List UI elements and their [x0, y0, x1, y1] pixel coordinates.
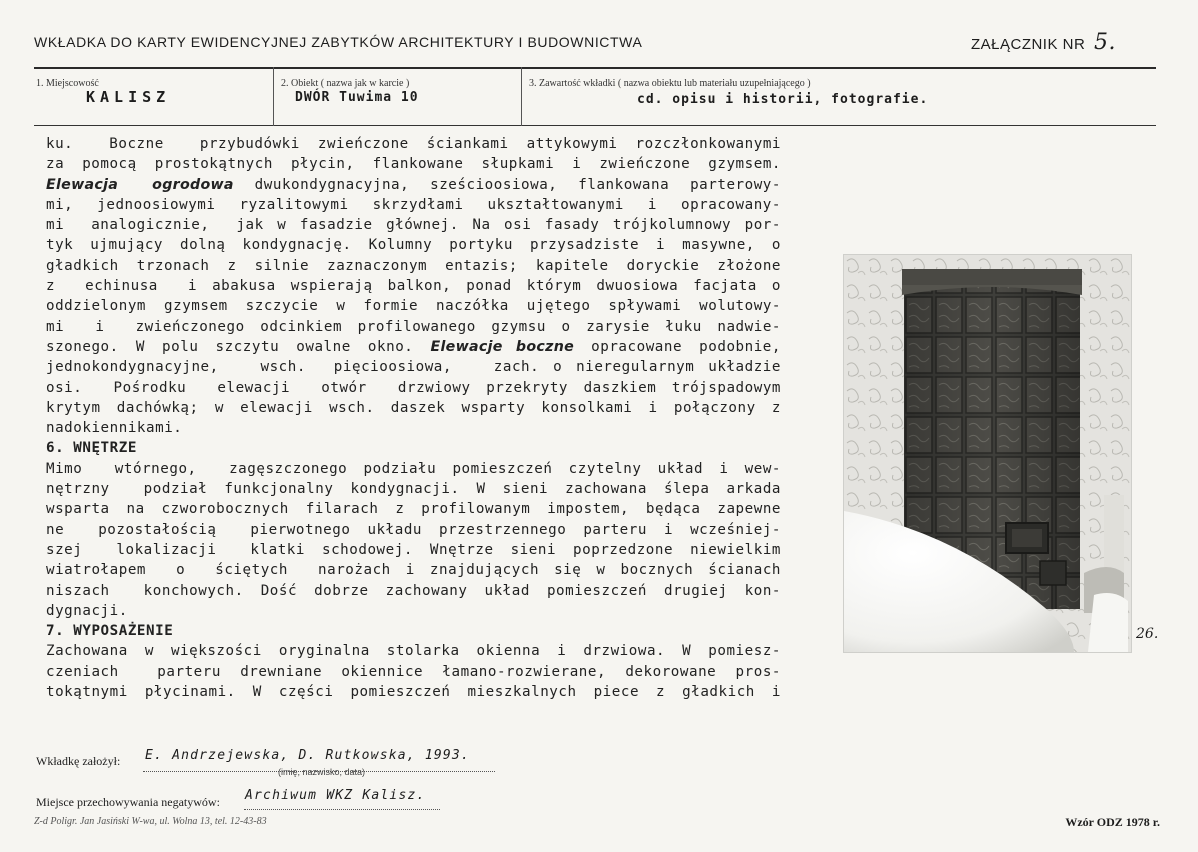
- storage-value: Archiwum WKZ Kalisz.: [245, 788, 426, 803]
- field-divider-2: [521, 67, 522, 126]
- printer-imprint: Z-d Poligr. Jan Jasiński W-wa, ul. Wolna 13, tel. 12-43-83: [34, 816, 267, 827]
- text-line: wsparta na czworobocznych filarach z profilowanym impostem, będąca zapewne: [46, 501, 781, 518]
- text-line: nadokiennikami.: [46, 420, 183, 437]
- text-line: wiatrołapem o ściętych narożach i znajdujących się w bocznych ścianach: [46, 562, 781, 579]
- text-line: nętrzny podział funkcjonalny kondygnacji. W sieni zachowana ślepa arkada: [46, 481, 781, 498]
- emphasis-text: Elewacja ogrodowa: [46, 176, 234, 193]
- text-line: z echinusa i abakusa wspierają balkon, ponad którym dwuosiowa facjata o: [46, 278, 781, 295]
- text-line: krytym dachówką; w elewacji wsch. daszek wsparty konsolkami i połączony z: [46, 399, 781, 416]
- created-caption: (imię, nazwisko, data): [278, 767, 366, 777]
- text-line: za pomocą prostokątnych płycin, flankowane słupkami i zwieńczone gzymsem.: [46, 156, 781, 173]
- text-line: mi i zwieńczonego odcinkiem profilowanego gzymsu o zarysie łuku nadwie-: [46, 318, 781, 335]
- header-rule-top: [34, 67, 1156, 69]
- text-line: niszach konchowych. Dość dobrze zachowany układ pomieszczeń drugiej kon-: [46, 582, 781, 599]
- storage-label: Miejsce przechowywania negatywów:: [36, 795, 220, 809]
- text-line: Zachowana w większości oryginalna stolarka okienna i drzwiowa. W pomiesz-: [46, 643, 781, 660]
- section-heading: 6. WNĘTRZE: [46, 440, 137, 457]
- text-line: oddzielonym gzymsem szczycie w formie naczółka ujętego spływami wolutowy-: [46, 298, 781, 315]
- photo-tiled-stove: [843, 254, 1132, 653]
- form-template-id: Wzór ODZ 1978 r.: [1065, 815, 1160, 829]
- locality-label: 1. Miejscowość: [36, 78, 99, 89]
- stove-photo-image: [844, 255, 1131, 652]
- field-divider-1: [273, 67, 274, 126]
- text-line: szonego. W polu szczytu owalne okno. Elewacje boczne opracowane podobnie,: [46, 338, 781, 355]
- header-rule-bottom: [34, 125, 1156, 126]
- photo-number: 26.: [1136, 626, 1159, 642]
- text-line: mi, jednoosiowymi ryzalitowymi skrzydłami ukształtowanymi i opracowany-: [46, 196, 781, 213]
- section-heading: 7. WYPOSAŻENIE: [46, 623, 174, 640]
- text-line: dygnacji.: [46, 602, 128, 619]
- locality-value: KALISZ: [86, 88, 171, 106]
- text-line: osi. Pośrodku elewacji otwór drzwiowy przekryty daszkiem trójspadowym: [46, 379, 781, 396]
- form-title: WKŁADKA DO KARTY EWIDENCYJNEJ ZABYTKÓW ARCHITEKTURY I BUDOWNICTWA: [34, 34, 643, 50]
- text-line: mi analogicznie, jak w fasadzie głównej. Na osi fasady trójkolumnowy por-: [46, 217, 781, 234]
- created-label: Wkładkę założył:: [36, 754, 121, 768]
- text-line: Elewacja ogrodowa dwukondygnacyjna, sześcioosiowa, flankowana parterowy-: [46, 176, 781, 193]
- text-line: gładkich trzonach z silnie zaznaczonym entazis; kapitele doryckie złożone: [46, 257, 781, 274]
- text-line: ku. Boczne przybudówki zwieńczone ściankami attykowymi rozczłonkowanymi: [46, 136, 781, 152]
- text-line: ne pozostałością pierwotnego układu przestrzennego parteru i wcześniej-: [46, 521, 781, 538]
- created-value: E. Andrzejewska, D. Rutkowska, 1993.: [145, 748, 470, 763]
- text-line: Mimo wtórnego, zagęszczonego podziału pomieszczeń czytelny układ i wew-: [46, 460, 781, 477]
- content-value: cd. opisu i historii, fotografie.: [637, 92, 929, 107]
- attachment-label: ZAŁĄCZNIK NR: [970, 36, 1086, 53]
- attachment-number: 5.: [1094, 30, 1116, 55]
- storage-dotline: [244, 809, 440, 810]
- object-label: 2. Obiekt ( nazwa jak w karcie ): [281, 78, 410, 89]
- text-line: jednokondygnacyjne, wsch. pięcioosiowa, zach. o nieregularnym układzie: [46, 359, 781, 376]
- object-value: DWÓR Tuwima 10: [295, 90, 419, 105]
- text-line: tokątnymi płycinami. W części pomieszczeń mieszkalnych piece z gładkich i: [46, 684, 781, 701]
- description-text: [46, 134, 781, 702]
- text-line: czeniach parteru drewniane okiennice łamano-rozwierane, dekorowane pros-: [46, 663, 781, 680]
- text-line: szej lokalizacji klatki schodowej. Wnętrze sieni poprzedzone niewielkim: [46, 541, 781, 558]
- content-label: 3. Zawartość wkładki ( nazwa obiektu lub materiału uzupełniającego ): [529, 78, 811, 89]
- text-line: tyk ujmujący dolną kondygnację. Kolumny portyku przysadziste i masywne, o: [46, 237, 781, 254]
- emphasis-text: Elewacje boczne: [430, 338, 575, 355]
- attachment-number-label: [971, 30, 1116, 55]
